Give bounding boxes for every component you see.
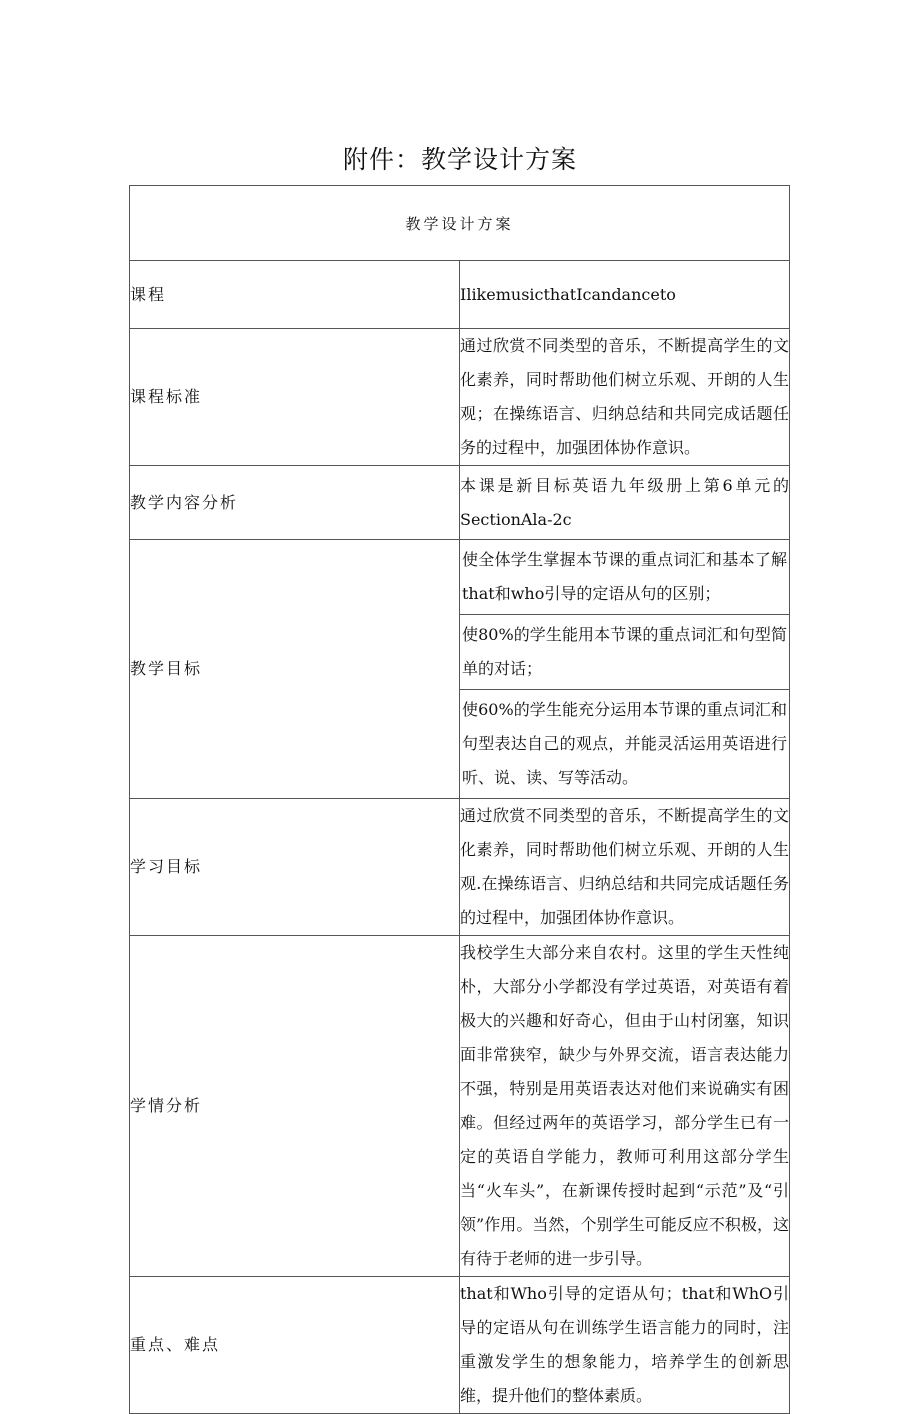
- table-row: [130, 329, 790, 466]
- goal-item: 使80%的学生能用本节课的重点词汇和句型简单的对话；: [460, 615, 789, 690]
- table-row: [130, 540, 790, 799]
- table-row: [130, 1277, 790, 1414]
- row-value-learning-goals: 通过欣赏不同类型的音乐，不断提高学生的文化素养，同时帮助他们树立乐观、开朗的人生观.在操练语言、归纳总结和共同完成话题任务的过程中，加强团体协作意识。: [460, 799, 790, 936]
- row-label-standard: 课程标准: [130, 329, 460, 466]
- row-value-course: IlikemusicthatIcandanceto: [460, 261, 790, 329]
- table-header: 教学设计方案: [130, 186, 790, 261]
- row-label-key-points: 重点、难点: [130, 1277, 460, 1414]
- page-title: 附件：教学设计方案: [342, 145, 577, 174]
- table-header-row: [130, 186, 790, 261]
- goal-item: 使全体学生掌握本节课的重点词汇和基本了解that和who引导的定语从句的区别；: [460, 540, 789, 615]
- row-value-key-points: that和Who引导的定语从句；that和WhO引导的定语从句在训练学生语言能力的同时，注重激发学生的想象能力，培养学生的创新思维，提升他们的整体素质。: [460, 1277, 790, 1414]
- row-value-student-analysis: 我校学生大部分来自农村。这里的学生天性纯朴，大部分小学都没有学过英语，对英语有着极大的兴趣和好奇心，但由于山村闭塞，知识面非常狭窄，缺少与外界交流，语言表达能力不强，特别是用英语表达对他们来说确实有困难。但经过两年的英语学习，部分学生已有一定的英语自学能力，教师可利用这部分学生当“火车头”，在新课传授时起到“示范”及“引领”作用。当然，个别学生可能反应不积极，这有待于老师的进一步引导。: [460, 936, 790, 1277]
- table-row: [130, 799, 790, 936]
- table-row: [130, 466, 790, 540]
- row-value-teaching-goals: [460, 540, 790, 799]
- row-label-teaching-goals: 教学目标: [130, 540, 460, 799]
- goal-item: 使60%的学生能充分运用本节课的重点词汇和句型表达自己的观点，并能灵活运用英语进行听、说、读、写等活动。: [462, 700, 787, 787]
- table-row: [130, 261, 790, 329]
- row-label-content-analysis: 教学内容分析: [130, 466, 460, 540]
- row-value-standard: 通过欣赏不同类型的音乐，不断提高学生的文化素养，同时帮助他们树立乐观、开朗的人生观；在操练语言、归纳总结和共同完成话题任务的过程中，加强团体协作意识。: [460, 329, 790, 466]
- row-label-learning-goals: 学习目标: [130, 799, 460, 936]
- row-value-content-analysis: 本课是新目标英语九年级册上第6单元的SectionAla-2c: [460, 466, 790, 540]
- teaching-plan-table: [129, 185, 790, 1414]
- table-row: [130, 936, 790, 1277]
- row-label-student-analysis: 学情分析: [130, 936, 460, 1277]
- row-label-course: 课程: [130, 261, 460, 329]
